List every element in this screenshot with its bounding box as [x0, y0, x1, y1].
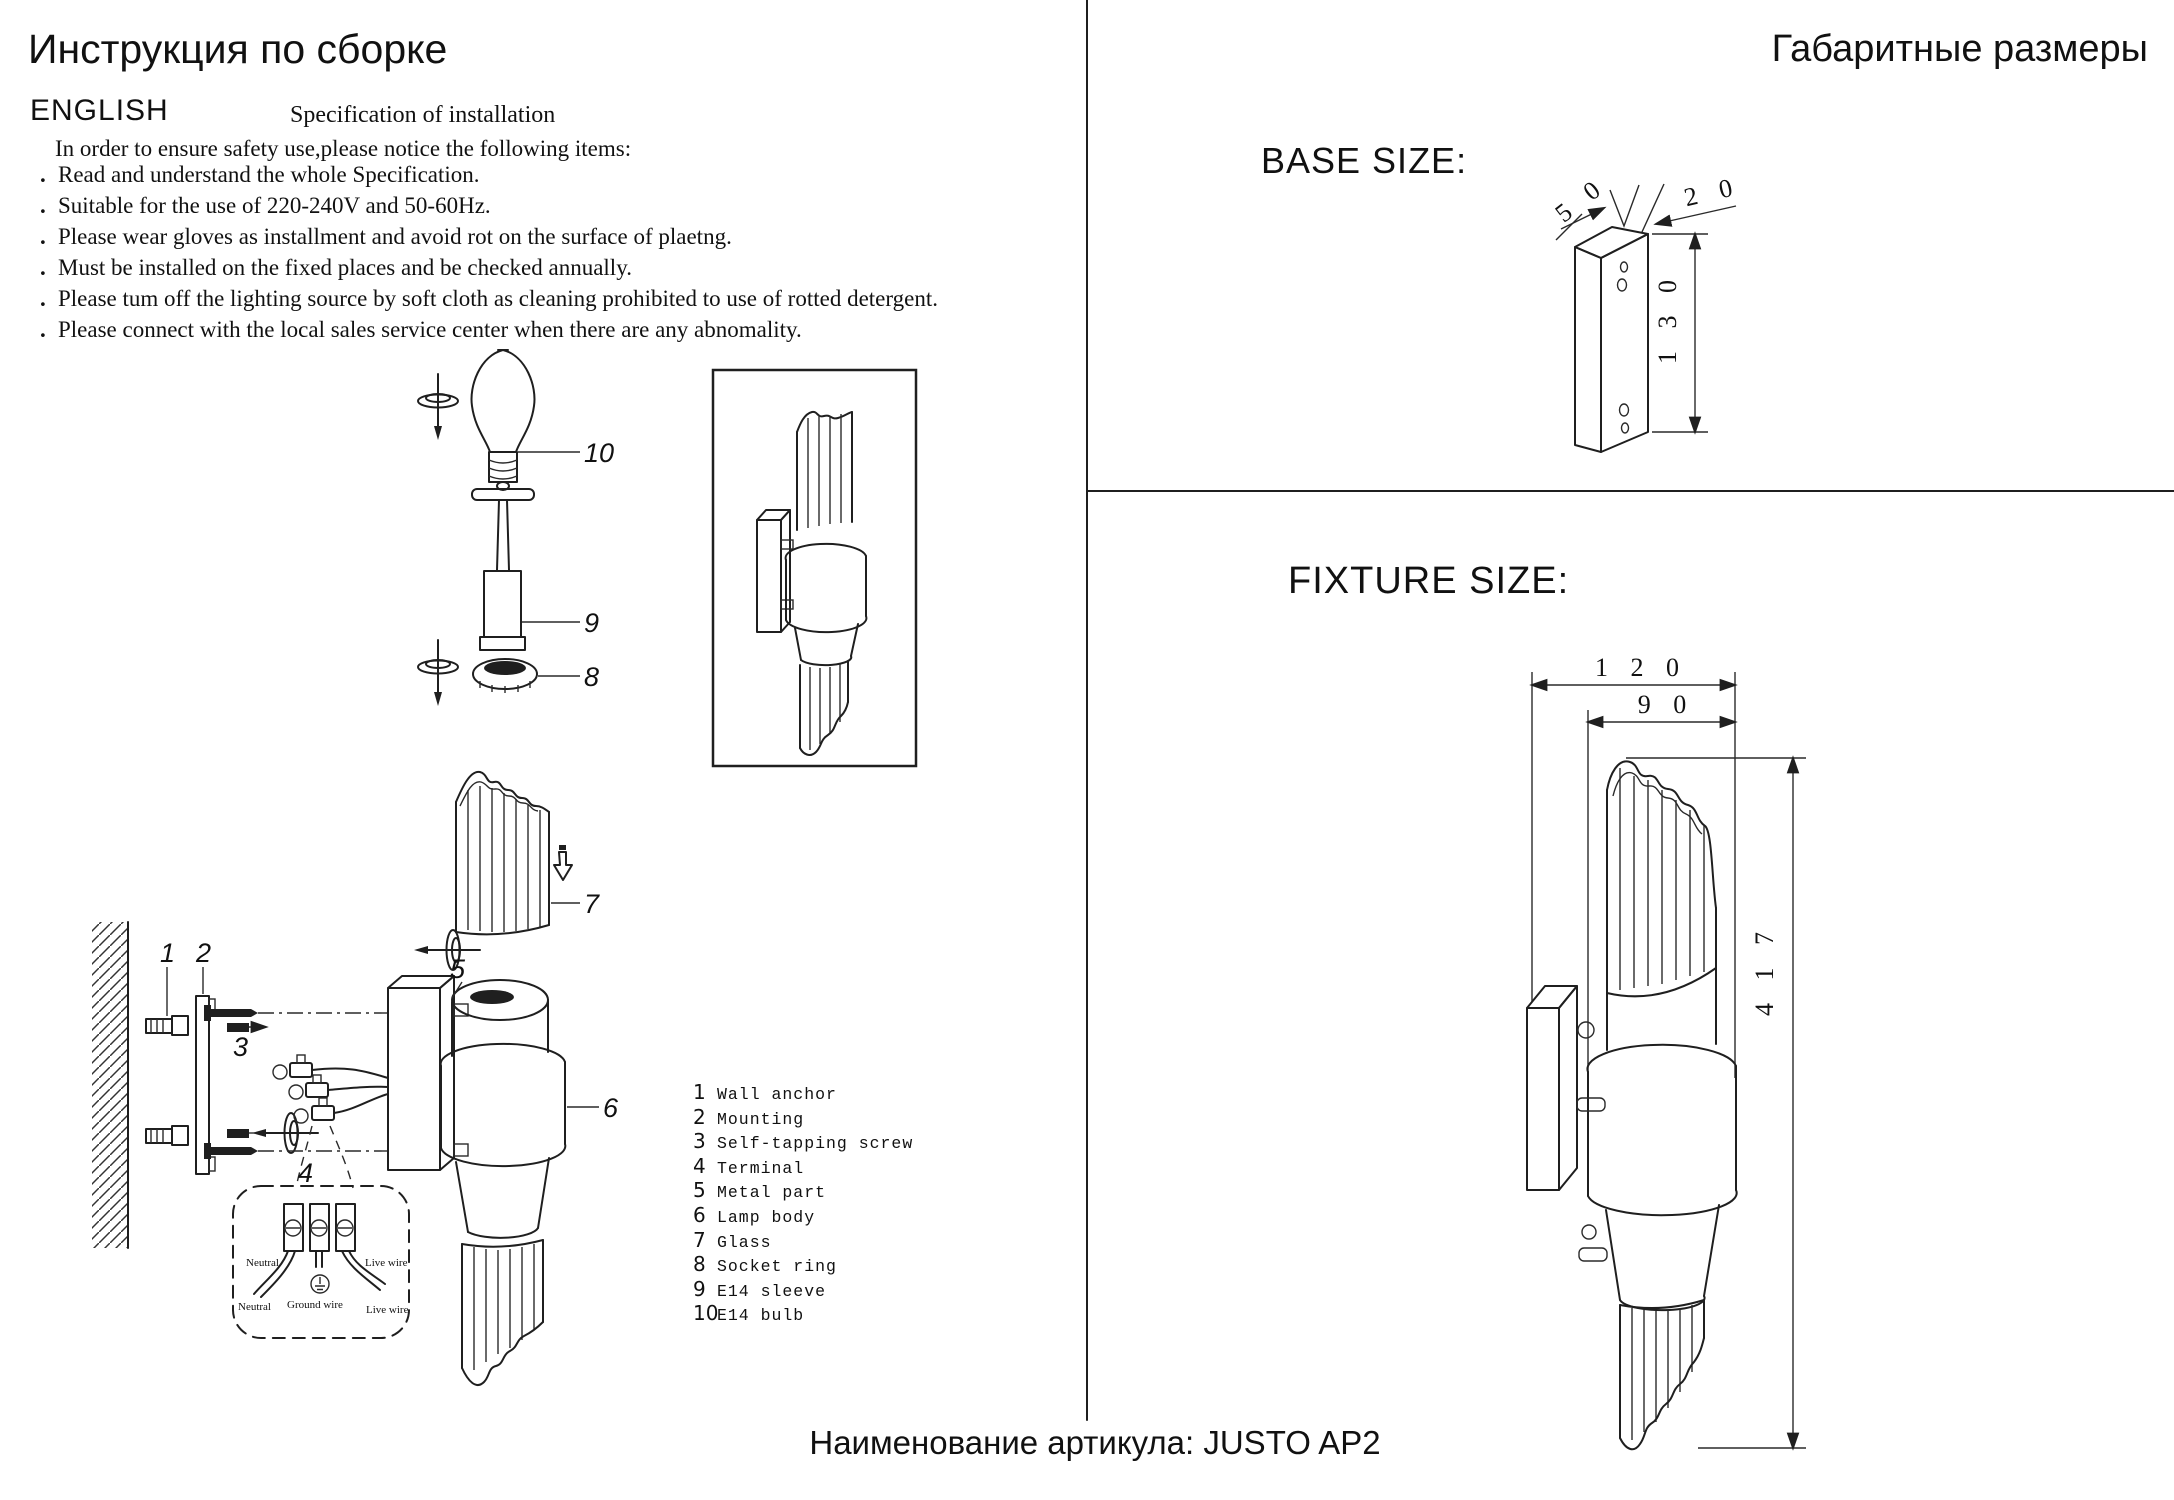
base-depth-dim: 2 0: [1681, 171, 1743, 213]
bullet-dot: .: [40, 317, 46, 342]
sleeve-drawing: [472, 489, 580, 650]
instructions-intro: In order to ensure safety use,please notice the following items:: [55, 136, 632, 161]
instruction-item: [40, 286, 938, 317]
parts-list-item: 2 Mounting: [693, 1104, 805, 1129]
instruction-text: Please wear gloves as installment and avoid rot on the surface of plaetng.: [58, 224, 732, 249]
wiring-label-ground-bottom: Ground wire: [287, 1299, 343, 1311]
parts-list-item: 9 E14 sleeve: [693, 1276, 827, 1301]
wiring-label-live-bottom: Live wire: [366, 1304, 409, 1316]
spec-subtitle: Specification of installation: [290, 102, 556, 128]
fixture-size-drawing: [1527, 653, 1806, 1449]
wiring-label-live-mid: Live wire: [365, 1257, 408, 1269]
parts-list-item: 10E14 bulb: [693, 1301, 805, 1326]
callout-8: 8: [584, 662, 600, 692]
parts-list: [693, 1080, 913, 1326]
lamp-body-drawing: [388, 976, 599, 1385]
instruction-item: [40, 162, 938, 193]
instruction-item: [40, 224, 938, 255]
socket-ring-drawing: [473, 659, 580, 693]
parts-list-item: 7 Glass: [693, 1227, 772, 1252]
bullet-dot: .: [40, 286, 46, 311]
bulb-drawing: [472, 350, 580, 490]
screws-drawing: [204, 1005, 388, 1159]
wiring-label-neutral-mid: Neutral: [246, 1257, 279, 1269]
wiring-label-neutral-bottom: Neutral: [238, 1301, 271, 1313]
parts-list-item: 4 Terminal: [693, 1153, 805, 1178]
parts-list-item: 5 Metal part: [693, 1178, 827, 1203]
instruction-item: [40, 193, 938, 224]
callout-1: 1: [160, 938, 176, 968]
base-height-dim: 1 3 0: [1653, 272, 1682, 364]
callout-4: 4: [298, 1158, 314, 1188]
glass-drawing: [456, 772, 580, 934]
page-title-ru: Инструкция по сборке: [28, 26, 448, 72]
base-width-dim: 5 0: [1549, 170, 1612, 229]
callout-3: 3: [233, 1032, 249, 1062]
bullet-dot: .: [40, 162, 46, 187]
callout-7: 7: [584, 889, 600, 919]
callout-6: 6: [603, 1093, 619, 1123]
wall-drawing: [92, 922, 128, 1248]
wall-anchor-drawing: [146, 967, 188, 1145]
bullet-dot: .: [40, 193, 46, 218]
instructions-list: [40, 162, 938, 348]
language-label: ENGLISH: [30, 94, 169, 127]
callout-labels: [160, 438, 619, 1188]
bullet-dot: .: [40, 224, 46, 249]
parts-list-item: 1 Wall anchor: [693, 1080, 837, 1104]
fixture-width-dim: 1 2 0: [1595, 653, 1687, 682]
fixture-height-dim: 4 1 7: [1750, 924, 1779, 1016]
instruction-item: [40, 255, 938, 286]
instruction-text: Please connect with the local sales service center when there are any abnomality.: [58, 317, 802, 342]
parts-list-item: 8 Socket ring: [693, 1252, 837, 1277]
instruction-text: Must be installed on the fixed places and be checked annually.: [58, 255, 632, 280]
parts-list-item: 6 Lamp body: [693, 1202, 816, 1227]
bullet-dot: .: [40, 255, 46, 280]
base-size-drawing: [1550, 170, 1743, 452]
wiring-inset: [233, 1186, 409, 1338]
fixture-size-heading: FIXTURE SIZE:: [1288, 560, 1570, 602]
article-name: Наименование артикула: JUSTO AP2: [809, 1424, 1381, 1461]
terminal-drawing: [273, 1055, 388, 1188]
instruction-text: Read and understand the whole Specification.: [58, 162, 480, 187]
mounting-plate-drawing: [196, 967, 215, 1174]
callout-10: 10: [584, 438, 615, 468]
dimensions-title-ru: Габаритные размеры: [1771, 28, 2148, 70]
parts-list-item: 3 Self-tapping screw: [693, 1129, 914, 1154]
callout-2: 2: [196, 938, 212, 968]
callout-5: 5: [450, 954, 466, 984]
instruction-text: Please tum off the lighting source by soft cloth as cleaning prohibited to use of rotted detergent.: [58, 286, 938, 311]
callout-9: 9: [584, 608, 600, 638]
assembled-view-inset: [713, 370, 916, 766]
base-size-heading: BASE SIZE:: [1261, 140, 1468, 181]
panel-dividers: [1087, 0, 2174, 1420]
instruction-text: Suitable for the use of 220-240V and 50-60Hz.: [58, 193, 491, 218]
fixture-glass-width-dim: 9 0: [1637, 690, 1695, 719]
instruction-item: [40, 317, 938, 348]
